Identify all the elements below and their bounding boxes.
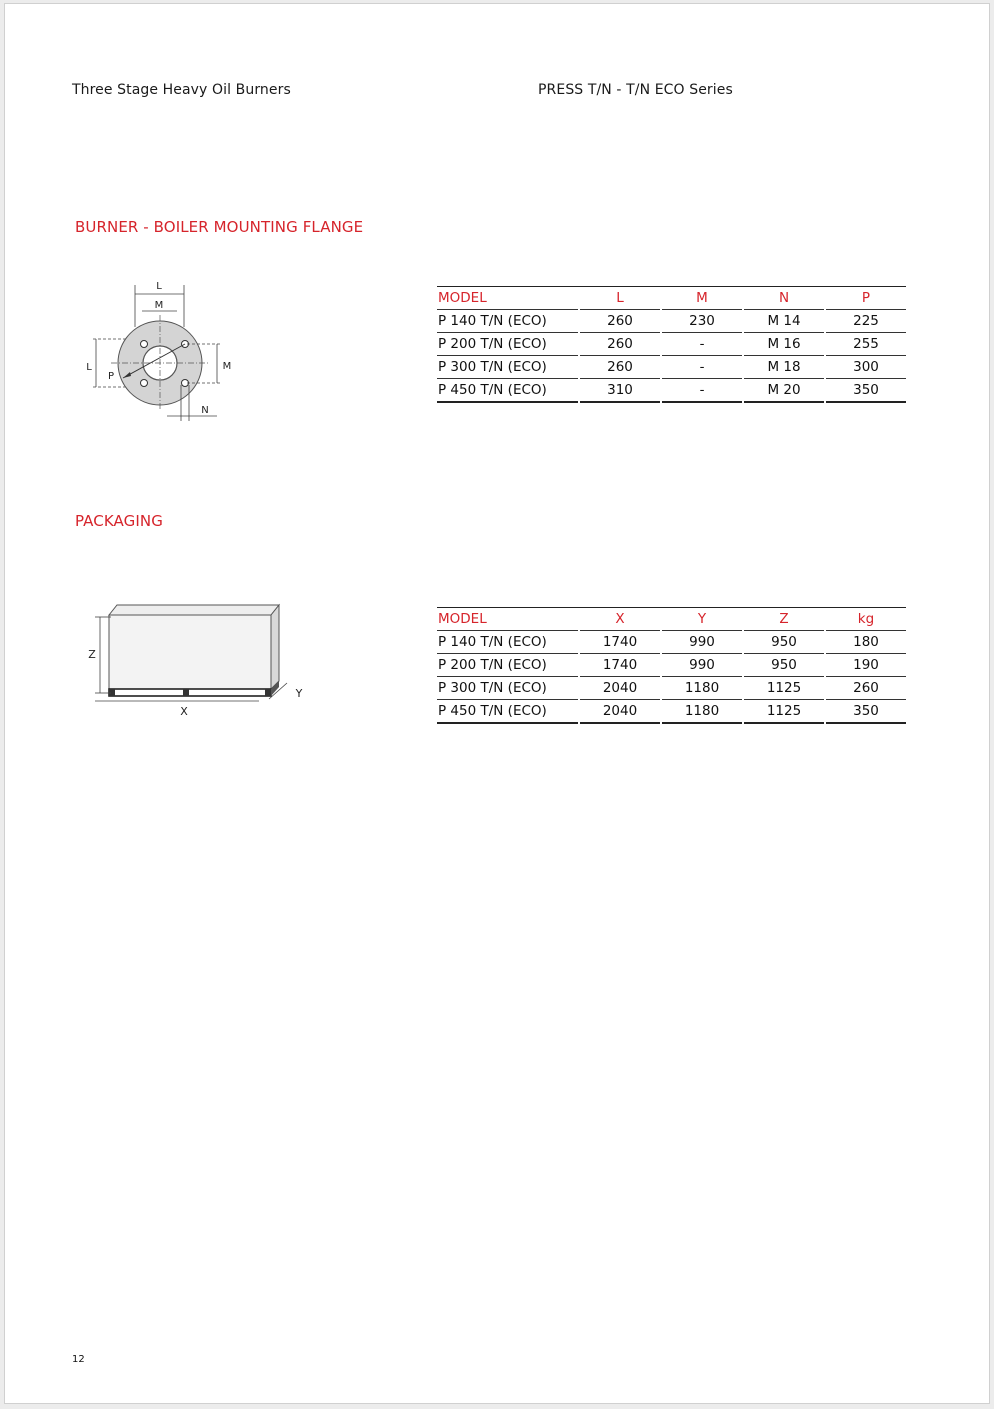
table-row [437,677,906,700]
table-cell: 300 [826,356,906,379]
table-cell: P 140 T/N (ECO) [437,310,578,333]
table-cell: - [662,333,742,356]
header-right-title: PRESS T/N - T/N ECO Series [538,82,733,98]
table-header-row [437,608,906,631]
packaging-label-X: X [180,705,188,718]
flange-label-M-side: M [222,361,231,372]
column-header: MODEL [437,608,578,631]
page-number: 12 [72,1354,85,1365]
table-cell: 2040 [580,700,660,724]
table-cell: 260 [826,677,906,700]
table-cell: 1125 [744,700,824,724]
table-cell: P 140 T/N (ECO) [437,631,578,654]
table-cell: 260 [580,333,660,356]
table-cell: P 200 T/N (ECO) [437,654,578,677]
table-row [437,333,906,356]
table-cell: 2040 [580,677,660,700]
column-header: Y [662,608,742,631]
flange-section-title: BURNER - BOILER MOUNTING FLANGE [75,218,364,236]
flange-table [437,286,906,403]
table-cell: P 300 T/N (ECO) [437,677,578,700]
table-cell: P 200 T/N (ECO) [437,333,578,356]
table-cell: M 16 [744,333,824,356]
table-cell: 950 [744,654,824,677]
table-cell: 260 [580,356,660,379]
packaging-label-Z: Z [88,648,96,661]
table-cell: P 450 T/N (ECO) [437,700,578,724]
column-header: L [580,287,660,310]
flange-diagram [81,277,231,425]
column-header: Z [744,608,824,631]
flange-label-L-top: L [156,281,162,292]
table-cell: 255 [826,333,906,356]
flange-label-L-side: L [86,362,92,373]
column-header: P [826,287,906,310]
column-header: kg [826,608,906,631]
table-cell: 1180 [662,677,742,700]
table-cell: 225 [826,310,906,333]
table-cell: 1740 [580,654,660,677]
table-cell: 260 [580,310,660,333]
table-cell: 180 [826,631,906,654]
table-cell: 990 [662,654,742,677]
packaging-table [437,607,906,724]
table-row [437,654,906,677]
table-row [437,631,906,654]
table-cell: 1180 [662,700,742,724]
table-cell: 190 [826,654,906,677]
table-row [437,356,906,379]
table-cell: - [662,356,742,379]
table-row [437,379,906,403]
packaging-section-title: PACKAGING [75,512,163,530]
flange-label-N: N [201,405,209,416]
table-cell: 990 [662,631,742,654]
table-cell: 1125 [744,677,824,700]
table-cell: P 300 T/N (ECO) [437,356,578,379]
table-cell: P 450 T/N (ECO) [437,379,578,403]
packaging-diagram [81,601,311,719]
column-header: N [744,287,824,310]
flange-label-P: P [107,371,115,382]
header-left-title: Three Stage Heavy Oil Burners [72,82,291,98]
flange-label-M-top: M [154,300,164,311]
column-header: M [662,287,742,310]
table-cell: 350 [826,700,906,724]
table-header-row [437,287,906,310]
table-cell: 310 [580,379,660,403]
column-header: MODEL [437,287,578,310]
column-header: X [580,608,660,631]
table-cell: M 20 [744,379,824,403]
document-page [4,3,990,1404]
table-cell: M 18 [744,356,824,379]
table-row [437,700,906,724]
table-cell: 950 [744,631,824,654]
table-cell: M 14 [744,310,824,333]
table-cell: 230 [662,310,742,333]
table-cell: 1740 [580,631,660,654]
table-row [437,310,906,333]
packaging-label-Y: Y [295,687,303,700]
table-cell: - [662,379,742,403]
table-cell: 350 [826,379,906,403]
